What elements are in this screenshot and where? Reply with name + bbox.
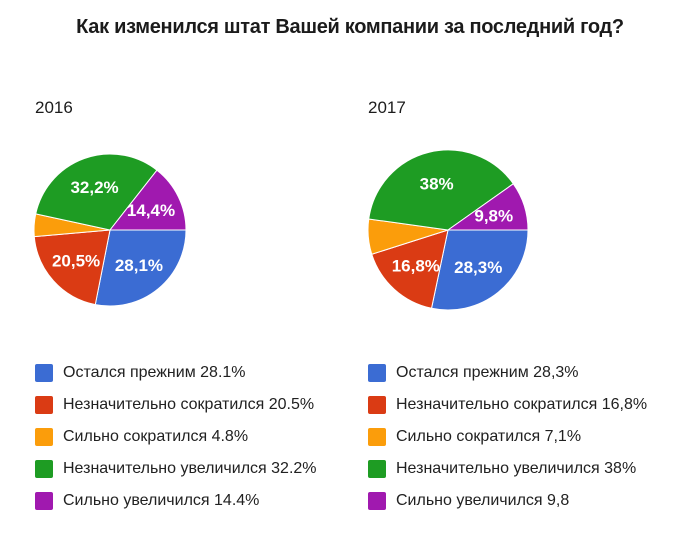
legend-label: Сильно увеличился 9,8 xyxy=(396,492,570,509)
year-label-2017: 2017 xyxy=(368,98,406,117)
legend-item xyxy=(368,364,647,382)
pie-slice-value-label: 32,2% xyxy=(70,178,119,198)
legend-swatch xyxy=(35,364,53,382)
legend-label: Сильно сократился 4.8% xyxy=(63,428,249,445)
year-label-2016: 2016 xyxy=(35,98,73,117)
legend-2017 xyxy=(368,364,647,524)
legend-swatch xyxy=(35,492,53,510)
pie-slice-value-label: 28,3% xyxy=(454,258,503,278)
legend-swatch xyxy=(368,364,386,382)
legend-label: Незначительно сократился 16,8% xyxy=(396,396,648,413)
pie-chart-2017 xyxy=(363,145,533,315)
pie-slice-value-label: 14,4% xyxy=(126,201,176,221)
legend-item xyxy=(368,492,647,510)
pie-chart-2016 xyxy=(25,145,195,315)
legend-label: Остался прежним 28.1% xyxy=(63,364,246,381)
legend-item xyxy=(35,492,317,510)
chart-title: Как изменился штат Вашей компании за последний год? xyxy=(76,16,624,38)
pie-slice-value-label: 20,5% xyxy=(51,251,101,271)
legend-swatch xyxy=(35,428,53,446)
legend-2016 xyxy=(35,364,317,524)
legend-label: Сильно увеличился 14.4% xyxy=(63,492,260,509)
legend-label: Незначительно сократился 20.5% xyxy=(63,396,315,413)
legend-swatch xyxy=(35,460,53,478)
legend-item xyxy=(35,428,317,446)
legend-item xyxy=(368,428,647,446)
pie-slice-value-label: 9,8% xyxy=(474,206,514,226)
legend-item xyxy=(368,396,647,414)
legend-swatch xyxy=(368,492,386,510)
pie-slice-value-label: 16,8% xyxy=(391,256,440,276)
legend-swatch xyxy=(368,396,386,414)
legend-label: Незначительно увеличился 32.2% xyxy=(63,460,317,477)
legend-swatch xyxy=(368,428,386,446)
legend-swatch xyxy=(35,396,53,414)
legend-item xyxy=(35,364,317,382)
legend-item xyxy=(368,460,647,478)
legend-label: Остался прежним 28,3% xyxy=(396,364,579,381)
pie-slice-value-label: 28,1% xyxy=(114,256,164,276)
legend-label: Незначительно увеличился 38% xyxy=(396,460,637,477)
pie-slice-value-label: 38% xyxy=(419,174,454,194)
legend-item xyxy=(35,460,317,478)
legend-item xyxy=(35,396,317,414)
legend-swatch xyxy=(368,460,386,478)
legend-label: Сильно сократился 7,1% xyxy=(396,428,582,445)
